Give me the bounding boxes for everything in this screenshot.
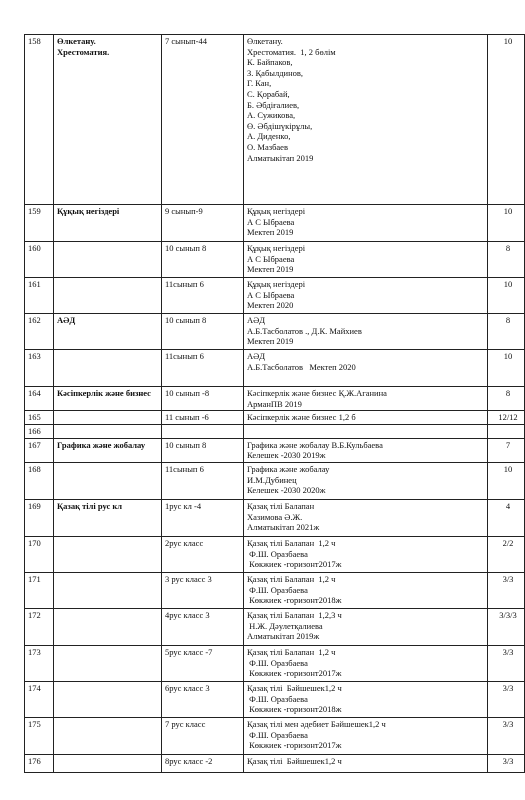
- table-row: [25, 572, 525, 608]
- book-line: Қазақ тілі Бәйшешек1,2 ч: [247, 682, 342, 693]
- quantity-cell: [488, 242, 525, 278]
- table-row: [25, 462, 525, 499]
- table-row: [25, 681, 525, 717]
- book-line: Ф.Ш. Оразбаева: [247, 584, 308, 595]
- quantity-value: 7: [505, 439, 511, 450]
- book-line: Қазақ тілі мен әдебиет Бәйшешек1,2 ч: [247, 718, 386, 729]
- table-row: [25, 438, 525, 462]
- book-cell: [244, 499, 488, 536]
- book-line: Қазақ тілі Балапан 1,2 ч: [247, 646, 336, 657]
- row-number: 159: [25, 205, 54, 242]
- row-number: 176: [25, 754, 54, 772]
- book-line: А С Ыбраева: [247, 289, 295, 300]
- book-line: О. Мазбаев: [247, 141, 288, 152]
- book-line: Мектеп 2019: [247, 264, 294, 275]
- subject-cell: [54, 35, 162, 205]
- book-line: Құқық негіздері: [247, 206, 306, 216]
- quantity-value: 3/3: [502, 718, 514, 729]
- subject-cell: [54, 754, 162, 772]
- row-number: 158: [25, 35, 54, 205]
- table-row: [25, 499, 525, 536]
- row-number: 167: [25, 438, 54, 462]
- subject-cell: [54, 314, 162, 350]
- book-line: Графика және жобалау: [247, 463, 330, 474]
- book-line: Мектеп 2020: [247, 300, 294, 311]
- subject-cell: [54, 205, 162, 242]
- row-number: 170: [25, 536, 54, 572]
- quantity-value: 8: [505, 388, 511, 398]
- subject-cell: [54, 572, 162, 608]
- document-page: [24, 34, 518, 773]
- table-row: [25, 425, 525, 439]
- grade-cell: 7 сынып-44: [162, 35, 244, 205]
- quantity-cell: [488, 205, 525, 242]
- grade-cell: 11 сынып -6: [162, 411, 244, 425]
- row-number: 173: [25, 645, 54, 681]
- book-cell: [244, 645, 488, 681]
- subject-cell: [54, 536, 162, 572]
- quantity-cell: [488, 387, 525, 411]
- book-line: Қазақ тілі Бәйшешек1,2 ч: [247, 755, 342, 766]
- subject-cell: [54, 425, 162, 439]
- grade-cell: 8рус класс -2: [162, 754, 244, 772]
- book-line: Келешек -2030 2020ж: [247, 485, 326, 496]
- grade-cell: 7 рус класс: [162, 717, 244, 754]
- table-row: [25, 645, 525, 681]
- book-line: И.М.Дубинец: [247, 474, 297, 485]
- quantity-value: 10: [503, 279, 513, 289]
- book-line: Алматыкітап 2021ж: [247, 522, 320, 533]
- book-line: Көкжиек -горизонт2018ж: [247, 704, 342, 715]
- quantity-cell: [488, 350, 525, 387]
- book-line: Хазимова Ә.Ж.: [247, 511, 303, 522]
- book-line: Қазақ тілі Балапан 1,2 ч: [247, 573, 336, 584]
- subject-line: Графика және жобалау: [57, 439, 146, 450]
- row-number: 172: [25, 608, 54, 645]
- book-cell: [244, 754, 488, 772]
- subject-cell: [54, 387, 162, 411]
- grade-cell: 10 сынып -8: [162, 387, 244, 411]
- book-cell: [244, 411, 488, 425]
- quantity-value: 12/12: [498, 412, 518, 423]
- subject-line: Кәсіпкерлік және бизнес: [57, 388, 151, 398]
- quantity-value: 3/3: [502, 682, 514, 693]
- book-line: Ф.Ш. Оразбаева: [247, 729, 308, 740]
- book-line: К. Байпаков,: [247, 57, 293, 68]
- subject-cell: [54, 608, 162, 645]
- book-cell: [244, 717, 488, 754]
- row-number: 163: [25, 350, 54, 387]
- subject-cell: [54, 242, 162, 278]
- book-line: Мектеп 2019: [247, 336, 294, 347]
- grade-cell: 5рус класс -7: [162, 645, 244, 681]
- quantity-cell: [488, 536, 525, 572]
- table-row: [25, 35, 525, 205]
- book-cell: [244, 242, 488, 278]
- quantity-cell: [488, 572, 525, 608]
- book-line: АӘД: [247, 315, 266, 325]
- book-line: Көкжиек -горизонт2018ж: [247, 595, 342, 606]
- subject-cell: [54, 438, 162, 462]
- book-cell: [244, 438, 488, 462]
- grade-cell: 10 сынып 8: [162, 242, 244, 278]
- row-number: 171: [25, 572, 54, 608]
- book-line: АӘД: [247, 351, 266, 361]
- subject-line: Құқық негіздері: [57, 206, 120, 216]
- row-number: 162: [25, 314, 54, 350]
- table-row: [25, 278, 525, 314]
- book-line: Қазақ тілі Балапан 1,2,3 ч: [247, 609, 342, 620]
- quantity-cell: [488, 411, 525, 425]
- book-cell: [244, 681, 488, 717]
- book-line: С. Қорабай,: [247, 88, 290, 99]
- quantity-value: 8: [505, 315, 511, 325]
- textbook-table: [24, 34, 525, 773]
- book-line: Алматыкітап 2019: [247, 152, 314, 163]
- grade-cell: 1рус кл -4: [162, 499, 244, 536]
- quantity-cell: [488, 438, 525, 462]
- book-line: Кәсіпкерлік және бизнес 1,2 б: [247, 412, 356, 423]
- grade-cell: 11сынып 6: [162, 462, 244, 499]
- book-cell: [244, 387, 488, 411]
- subject-cell: [54, 499, 162, 536]
- book-cell: [244, 278, 488, 314]
- book-line: А С Ыбраева: [247, 216, 295, 227]
- book-line: Ф.Ш. Оразбаева: [247, 693, 308, 704]
- table-body: [25, 35, 525, 773]
- grade-cell: 9 сынып-9: [162, 205, 244, 242]
- row-number: 168: [25, 462, 54, 499]
- book-line: Алматыкітап 2019ж: [247, 631, 320, 642]
- book-line: А. Сужикова,: [247, 110, 296, 121]
- book-cell: [244, 314, 488, 350]
- quantity-cell: [488, 314, 525, 350]
- book-line: Қазақ тілі Балапан 1,2 ч: [247, 537, 336, 548]
- subject-line: Өлкетану.: [57, 36, 96, 46]
- book-line: Көкжиек -горизонт2017ж: [247, 740, 342, 751]
- row-number: 165: [25, 411, 54, 425]
- row-number: 169: [25, 499, 54, 536]
- grade-cell: 2рус класс: [162, 536, 244, 572]
- book-line: Ф.Ш. Оразбаева: [247, 657, 308, 668]
- row-number: 160: [25, 242, 54, 278]
- book-line: З. Қабылдинов,: [247, 67, 304, 78]
- quantity-value: 8: [505, 243, 511, 253]
- grade-cell: 10 сынып 8: [162, 314, 244, 350]
- quantity-cell: [488, 645, 525, 681]
- subject-cell: [54, 681, 162, 717]
- quantity-cell: [488, 35, 525, 205]
- quantity-cell: [488, 608, 525, 645]
- quantity-value: 2/2: [502, 537, 514, 548]
- quantity-cell: [488, 754, 525, 772]
- book-cell: [244, 536, 488, 572]
- row-number: 164: [25, 387, 54, 411]
- quantity-cell: [488, 425, 525, 439]
- table-row: [25, 536, 525, 572]
- book-cell: [244, 425, 488, 439]
- subject-line: Қазақ тілі рус кл: [57, 500, 123, 511]
- quantity-value: 3/3: [502, 646, 514, 657]
- table-row: [25, 350, 525, 387]
- quantity-cell: [488, 462, 525, 499]
- subject-cell: [54, 350, 162, 387]
- book-line: Келешек -2030 2019ж: [247, 450, 326, 461]
- quantity-value: 10: [503, 36, 513, 46]
- subject-line: Хрестоматия.: [57, 46, 110, 57]
- book-line: Көкжиек -горизонт2017ж: [247, 668, 342, 679]
- book-line: Ф.Ш. Оразбаева: [247, 548, 308, 559]
- quantity-cell: [488, 499, 525, 536]
- book-line: Г. Кан,: [247, 78, 272, 89]
- book-line: Мектеп 2019: [247, 227, 294, 238]
- book-cell: [244, 35, 488, 205]
- quantity-value: 3/3/3: [499, 609, 517, 620]
- table-row: [25, 608, 525, 645]
- grade-cell: 10 сынып 8: [162, 438, 244, 462]
- grade-cell: [162, 425, 244, 439]
- book-line: Н.Ж. Дәулетқалиева: [247, 620, 323, 631]
- quantity-value: 4: [505, 500, 511, 511]
- row-number: 166: [25, 425, 54, 439]
- table-row: [25, 754, 525, 772]
- grade-cell: 3 рус класс 3: [162, 572, 244, 608]
- book-line: Графика және жобалау В.Б.Кульбаева: [247, 439, 383, 450]
- row-number: 174: [25, 681, 54, 717]
- quantity-value: 3/3: [502, 573, 514, 584]
- row-number: 175: [25, 717, 54, 754]
- quantity-value: 3/3: [502, 755, 514, 766]
- subject-cell: [54, 278, 162, 314]
- book-line: А С Ыбраева: [247, 253, 295, 264]
- book-line: А.Б.Тасболатов ., Д.К. Майхиев: [247, 325, 362, 336]
- book-line: Құқық негіздері: [247, 279, 306, 289]
- grade-cell: 4рус класс 3: [162, 608, 244, 645]
- book-cell: [244, 608, 488, 645]
- book-line: Б. Әбдіғалиев,: [247, 99, 300, 110]
- table-row: [25, 314, 525, 350]
- row-number: 161: [25, 278, 54, 314]
- book-cell: [244, 205, 488, 242]
- quantity-cell: [488, 681, 525, 717]
- book-cell: [244, 350, 488, 387]
- grade-cell: 11сынып 6: [162, 350, 244, 387]
- quantity-value: 10: [503, 206, 513, 216]
- grade-cell: 11сынып 6: [162, 278, 244, 314]
- book-line: Құқық негіздері: [247, 243, 306, 253]
- table-row: [25, 205, 525, 242]
- subject-cell: [54, 411, 162, 425]
- quantity-value: 10: [503, 351, 513, 361]
- book-line: А. Диденко,: [247, 131, 291, 142]
- subject-cell: [54, 645, 162, 681]
- subject-cell: [54, 462, 162, 499]
- table-row: [25, 242, 525, 278]
- book-line: Кәсіпкерлік және бизнес Қ.Ж.Аганина: [247, 388, 387, 398]
- book-line: Ө. Әбдішүкірұлы,: [247, 120, 313, 131]
- book-line: Хрестоматия. 1, 2 бөлім: [247, 46, 336, 57]
- subject-line: АӘД: [57, 315, 76, 325]
- book-line: Өлкетану.: [247, 36, 283, 46]
- book-line: Көкжиек -горизонт2017ж: [247, 559, 342, 570]
- quantity-cell: [488, 278, 525, 314]
- table-row: [25, 387, 525, 411]
- book-line: А.Б.Тасболатов Мектеп 2020: [247, 361, 356, 372]
- book-cell: [244, 462, 488, 499]
- book-cell: [244, 572, 488, 608]
- book-line: АрманПВ 2019: [247, 398, 302, 409]
- subject-cell: [54, 717, 162, 754]
- quantity-cell: [488, 717, 525, 754]
- table-row: [25, 717, 525, 754]
- table-row: [25, 411, 525, 425]
- quantity-value: 10: [503, 463, 513, 474]
- book-line: Қазақ тілі Балапан: [247, 500, 315, 511]
- grade-cell: 6рус класс 3: [162, 681, 244, 717]
